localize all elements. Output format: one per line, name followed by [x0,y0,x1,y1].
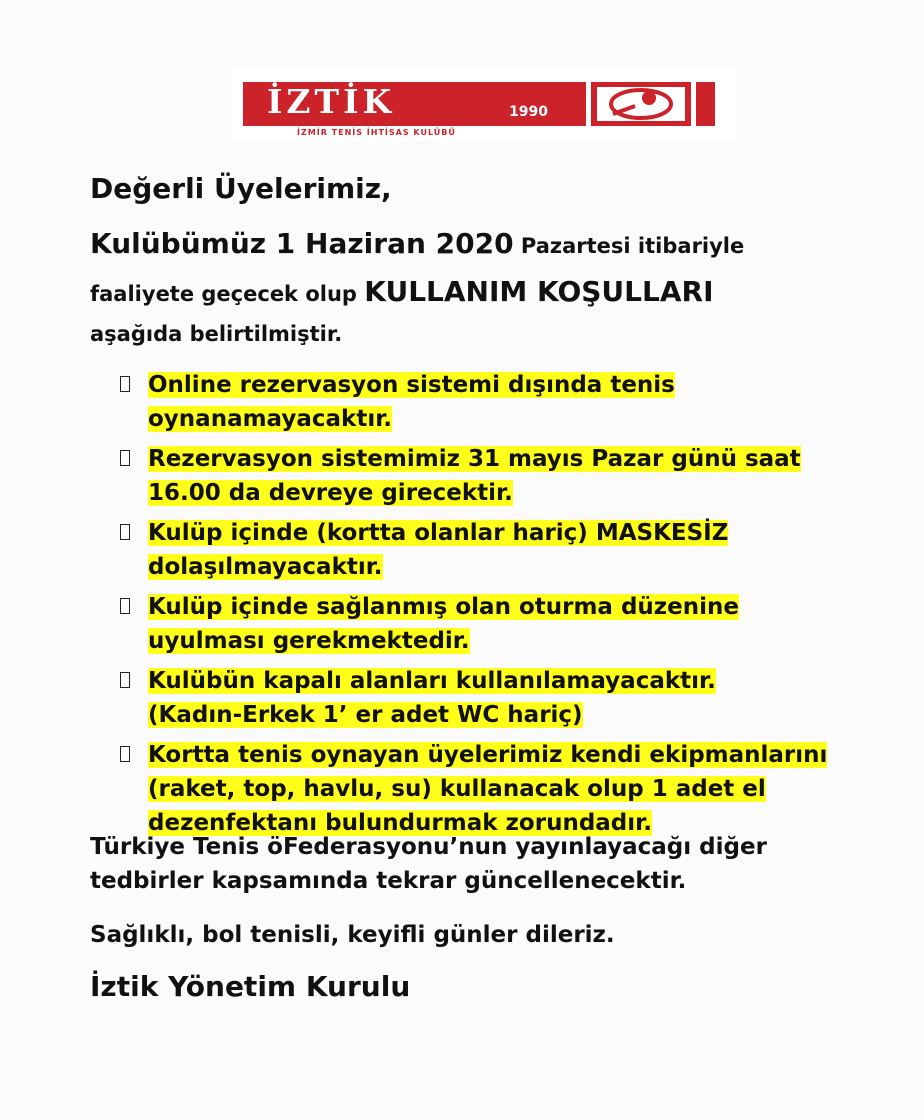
list-item [118,516,827,584]
rule-text: Kulübün kapalı alanları kullanılamayacaktır. [148,668,716,694]
rule-text: Kulüp içinde (kortta olanlar hariç) MASKESİZ [148,520,729,546]
signature: İztik Yönetim Kurulu [90,970,411,1003]
intro-activity: faaliyete geçecek olup [90,282,365,306]
club-logo [231,68,737,142]
list-item [118,590,827,658]
rule-text: (Kadın-Erkek 1’ er adet WC hariç) [148,702,583,728]
rule-text: Online rezervasyon sistemi dışında tenis [148,372,675,398]
list-item [118,664,827,732]
greeting: Değerli Üyelerimiz, [90,172,392,205]
rule-text: (raket, top, havlu, su) kullanacak olup 1 adet el [148,776,766,802]
list-item [118,368,827,436]
rule-text: dezenfektanı bulundurmak zorundadır. [148,810,652,836]
list-item [118,738,827,840]
logo-name: İZTİK [267,82,396,121]
intro-stated: aşağıda belirtilmiştir. [90,322,343,346]
wish-rest: , bol tenisli, keyifli günler dileriz. [185,922,615,948]
wish-start: Sağlıklı [90,922,186,948]
square-bullet-icon [120,376,130,392]
rule-text: dolaşılmayacaktır. [148,554,383,580]
square-bullet-icon [120,672,130,688]
rule-text: uyulması gerekmektedir. [148,628,470,654]
rules-list [118,368,827,846]
rule-text: Kortta tenis oynayan üyelerimiz kendi ekipmanlarını [148,742,828,768]
rule-text: Rezervasyon sistemimiz 31 mayıs Pazar günü saat [148,446,801,472]
rule-text: Kulüp içinde sağlanmış olan oturma düzenine [148,594,740,620]
logo-subtitle: İZMİR TENİS İHTİSAS KULÜBÜ [297,128,456,137]
rule-text: 16.00 da devreye girecektir. [148,480,513,506]
square-bullet-icon [120,746,130,762]
intro-date: Kulübümüz 1 Haziran 2020 [90,227,514,260]
square-bullet-icon [120,598,130,614]
closing-wish [90,922,615,948]
square-bullet-icon [120,524,130,540]
closing-line-2: tedbirler kapsamında tekrar güncellenecektir. [90,868,687,894]
square-bullet-icon [120,450,130,466]
intro-line-3 [90,312,342,358]
intro-line-2 [90,270,714,318]
list-item [118,442,827,510]
closing-line-1: Türkiye Tenis öFederasyonu’nun yayınlayacağı diğer [90,834,767,860]
intro-conditions-title: KULLANIM KOŞULLARI [364,275,714,308]
intro-line-1 [90,222,744,270]
logo-year: 1990 [509,104,548,120]
rule-text: oynanamayacaktır. [148,406,393,432]
intro-weekday: Pazartesi itibariyle [513,234,745,258]
